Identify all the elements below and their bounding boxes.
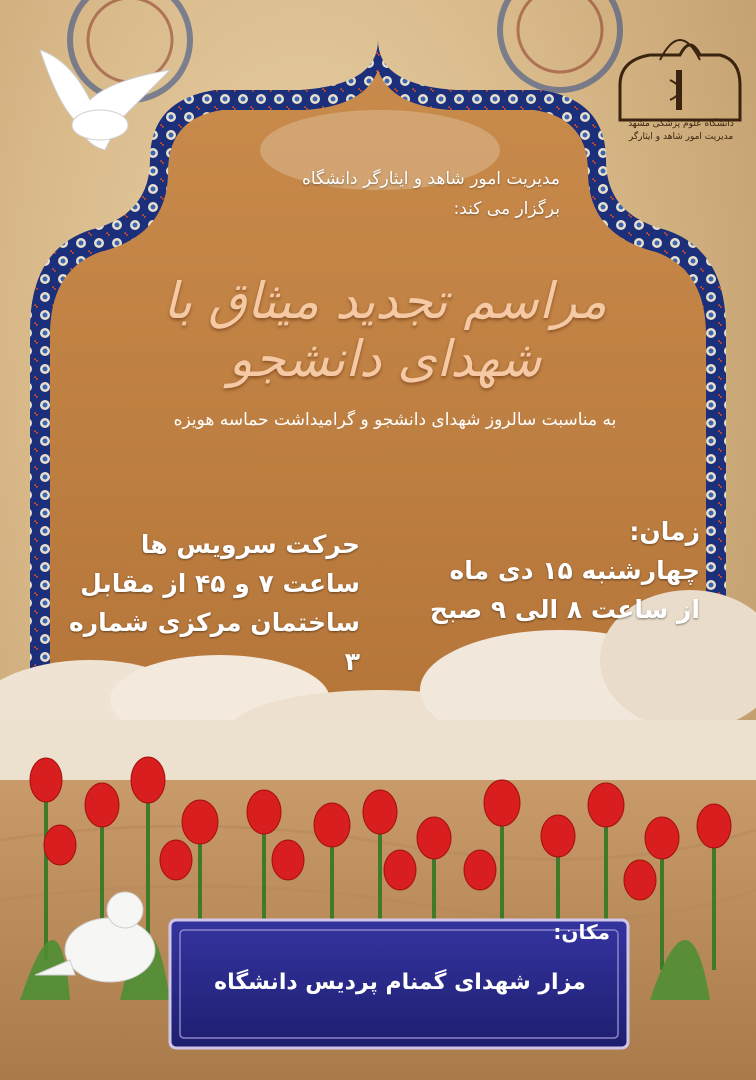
- place-value: مزار شهدای گمنام پردیس دانشگاه: [214, 970, 586, 995]
- bus-service-block: [60, 525, 360, 681]
- university-logo: [620, 40, 740, 120]
- place-label: مکان:: [553, 920, 610, 944]
- time-date: چهارشنبه ۱۵ دی ماه: [449, 556, 700, 585]
- logo-line-1: دانشگاه علوم پزشکی مشهد: [628, 119, 734, 129]
- place-block: [190, 920, 610, 995]
- bus-line-2: ساعت ۷ و ۴۵ از مقابل: [80, 569, 360, 598]
- dove-top-left: [40, 50, 170, 150]
- time-block: [420, 512, 700, 629]
- time-label: زمان:: [629, 517, 700, 546]
- organizer-announce: برگزار می کند:: [453, 199, 560, 219]
- occasion-subtitle: به مناسبت سالروز شهدای دانشجو و گرامیداشت حماسه هویزه: [173, 410, 617, 430]
- logo-line-2: مدیریت امور شاهد و ایثارگر: [628, 132, 734, 142]
- organizer-name: مدیریت امور شاهد و ایثارگر دانشگاه: [301, 169, 560, 189]
- logo-caption: [626, 118, 736, 144]
- corner-ornament-right: [500, 0, 620, 90]
- ceremony-title: مراسم تجدید میثاق با شهدای دانشجو: [163, 272, 607, 388]
- time-hours: از ساعت ۸ الی ۹ صبح: [429, 595, 700, 624]
- bus-line-1: حرکت سرویس ها: [140, 530, 360, 559]
- bus-line-3: ساختمان مرکزی شماره ۳: [68, 608, 360, 676]
- organizer-block: [160, 164, 560, 224]
